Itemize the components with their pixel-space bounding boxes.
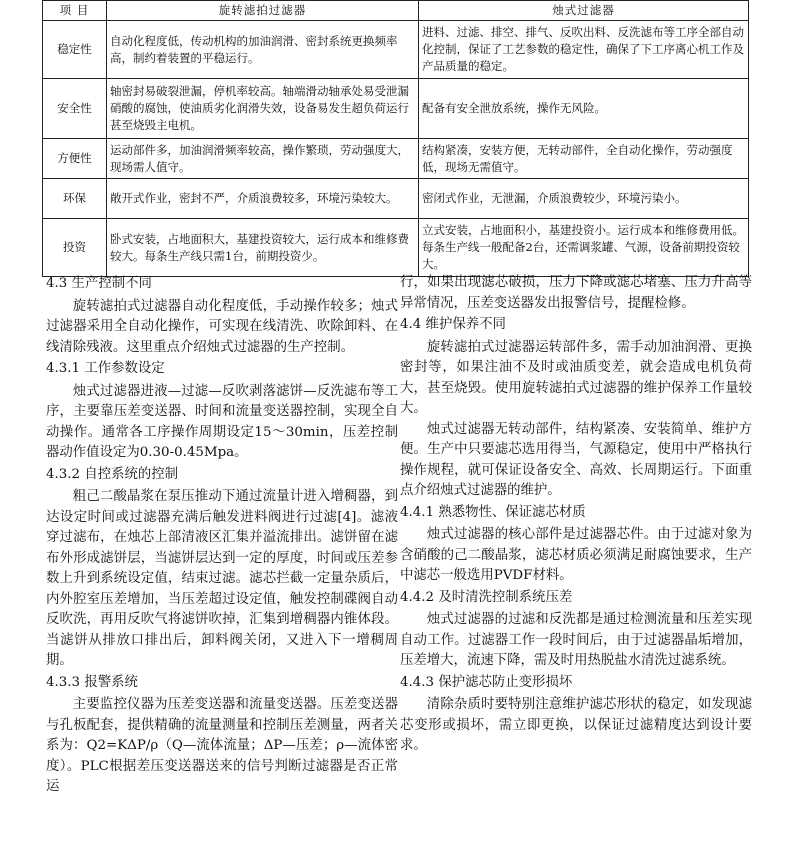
row-rotary: 轴密封易破裂泄漏，停机率较高。轴端滑动轴承处易受泄漏硝酸的腐蚀，使油质劣化润滑失效，设备易发生超负荷运行甚至烧毁主电机。 [107, 79, 419, 139]
section-heading-4-4-3: 4.4.3 保护滤芯防止变形损坏 [400, 674, 573, 690]
paragraph: 行，如果出现滤芯破损，压力下降或滤芯堵塞、压力升高等异常情况，压差变送器发出报警信号，提醒检修。 [400, 275, 752, 311]
table-row [43, 79, 749, 139]
row-rotary: 运动部件多，加油润滑频率较高，操作繁琐，劳动强度大，现场需人值守。 [107, 139, 419, 179]
row-candle: 结构紧凑，安装方便，无转动部件，全自动化操作，劳动强度低，现场无需值守。 [419, 139, 749, 179]
table-header-row [43, 1, 749, 21]
row-item: 投资 [43, 219, 107, 277]
section-heading-4-3: 4.3 生产控制不同 [46, 276, 152, 291]
paragraph: 主要监控仪器为压差变送器和流量变送器。压差变送器与孔板配套，提供精确的流量测量和控制压差测量，两者关系为：Q2=KΔP/ρ（Q—流体流量；ΔP—压差；ρ—流体密度）。PLC根据差压变送器送来的信号判断过滤器是否正常运 [46, 697, 398, 794]
section-heading-4-4-2: 4.4.2 及时清洗控制系统压差 [400, 589, 573, 605]
header-rotary: 旋转滤拍过滤器 [107, 1, 419, 21]
left-column [46, 273, 398, 798]
header-candle: 烛式过滤器 [419, 1, 749, 21]
row-candle: 密闭式作业，无泄漏，介质浪费较少，环境污染小。 [419, 179, 749, 219]
paragraph: 烛式过滤器的核心部件是过滤器芯件。由于过滤对象为含硝酸的己二酸晶浆，滤芯材质必须满足耐腐蚀要求，生产中滤芯一般选用PVDF材料。 [400, 527, 752, 583]
paragraph: 烛式过滤器的过滤和反洗都是通过检测流量和压差实现自动工作。过滤器工作一段时间后，由于过滤器晶垢增加，压差增大，流速下降，需及时用热脱盐水清洗过滤系统。 [400, 612, 752, 668]
section-heading-4-4: 4.4 维护保养不同 [400, 317, 506, 332]
paragraph: 清除杂质时要特别注意维护滤芯形状的稳定，如发现滤芯变形或损坏，需立即更换，以保证过滤精度达到设计要求。 [400, 697, 752, 753]
row-rotary: 卧式安装，占地面积大，基建投资较大，运行成本和维修费较大。每条生产线只需1台，前期投资少。 [107, 219, 419, 277]
row-item: 安全性 [43, 79, 107, 139]
paragraph: 烛式过滤器无转动部件，结构紧凑、安装简单、维护方便。生产中只要滤芯选用得当，气源稳定，使用中严格执行操作规程，就可保证设备安全、高效、长周期运行。下面重点介绍烛式过滤器的维护。 [400, 421, 752, 498]
paragraph: 旋转滤拍式过滤器自动化程度低，手动操作较多；烛式过滤器采用全自动化操作，可实现在线清洗、吹除卸料、在线清除残液。这里重点介绍烛式过滤器的生产控制。 [46, 298, 398, 355]
row-candle: 进料、过滤、排空、排气、反吹出料、反洗滤布等工序全部自动化控制，保证了工艺参数的稳定性，确保了下工序离心机工作及产品质量的稳定。 [419, 21, 749, 79]
table-row [43, 219, 749, 277]
row-rotary: 自动化程度低，传动机构的加油润滑、密封系统更换频率高，制约着装置的平稳运行。 [107, 21, 419, 79]
paragraph: 粗己二酸晶浆在泵压推动下通过流量计进入增稠器，到达设定时间或过滤器充满后触发进料阀进行过滤[4]。滤液穿过滤布，在烛芯上部清液区汇集并溢流排出。滤饼留在滤布外形成滤饼层，当滤饼层达到一定的厚度，时间或压差参数上升到系统设定值，结束过滤。滤芯拦截一定量杂质后，内外腔室压差增加，当压差超过设定值，触发控制碟阀自动反吹洗，再用反吹气将滤饼吹掉，汇集到增稠器内锥体段。当滤饼从排放口排出后，卸料阀关闭，又进入下一增稠周期。 [46, 489, 398, 668]
row-candle: 配备有安全泄放系统，操作无风险。 [419, 79, 749, 139]
row-candle: 立式安装，占地面积小，基建投资小。运行成本和维修费用低。每条生产线一般配备2台，还需调浆罐、气源，设备前期投资较大。 [419, 219, 749, 277]
section-heading-4-4-1: 4.4.1 熟悉物性、保证滤芯材质 [400, 504, 586, 520]
paragraph: 旋转滤拍式过滤器运转部件多，需手动加油润滑、更换密封等，如果注油不及时或油质变差，就会造成电机负荷大，甚至烧毁。使用旋转滤拍式过滤器的维护保养工作量较大。 [400, 339, 752, 416]
row-item: 方便性 [43, 139, 107, 179]
comparison-table [42, 0, 749, 277]
row-item: 稳定性 [43, 21, 107, 79]
right-column [400, 273, 752, 757]
section-heading-4-3-1: 4.3.1 工作参数设定 [46, 361, 165, 376]
section-heading-4-3-2: 4.3.2 自控系统的控制 [46, 466, 179, 482]
table-row [43, 179, 749, 219]
table-row [43, 21, 749, 79]
table-row [43, 139, 749, 179]
section-heading-4-3-3: 4.3.3 报警系统 [46, 674, 138, 690]
header-item: 项 目 [43, 1, 107, 21]
row-rotary: 敞开式作业，密封不严，介质浪费较多，环境污染较大。 [107, 179, 419, 219]
paragraph: 烛式过滤器进液—过滤—反吹剥落滤饼—反洗滤布等工序，主要靠压差变送器、时间和流量变送器控制，实现全自动操作。通常各工序操作周期设定15～30min，压差控制器动作值设定为0.30-0.45Mpa。 [46, 383, 398, 460]
row-item: 环保 [43, 179, 107, 219]
